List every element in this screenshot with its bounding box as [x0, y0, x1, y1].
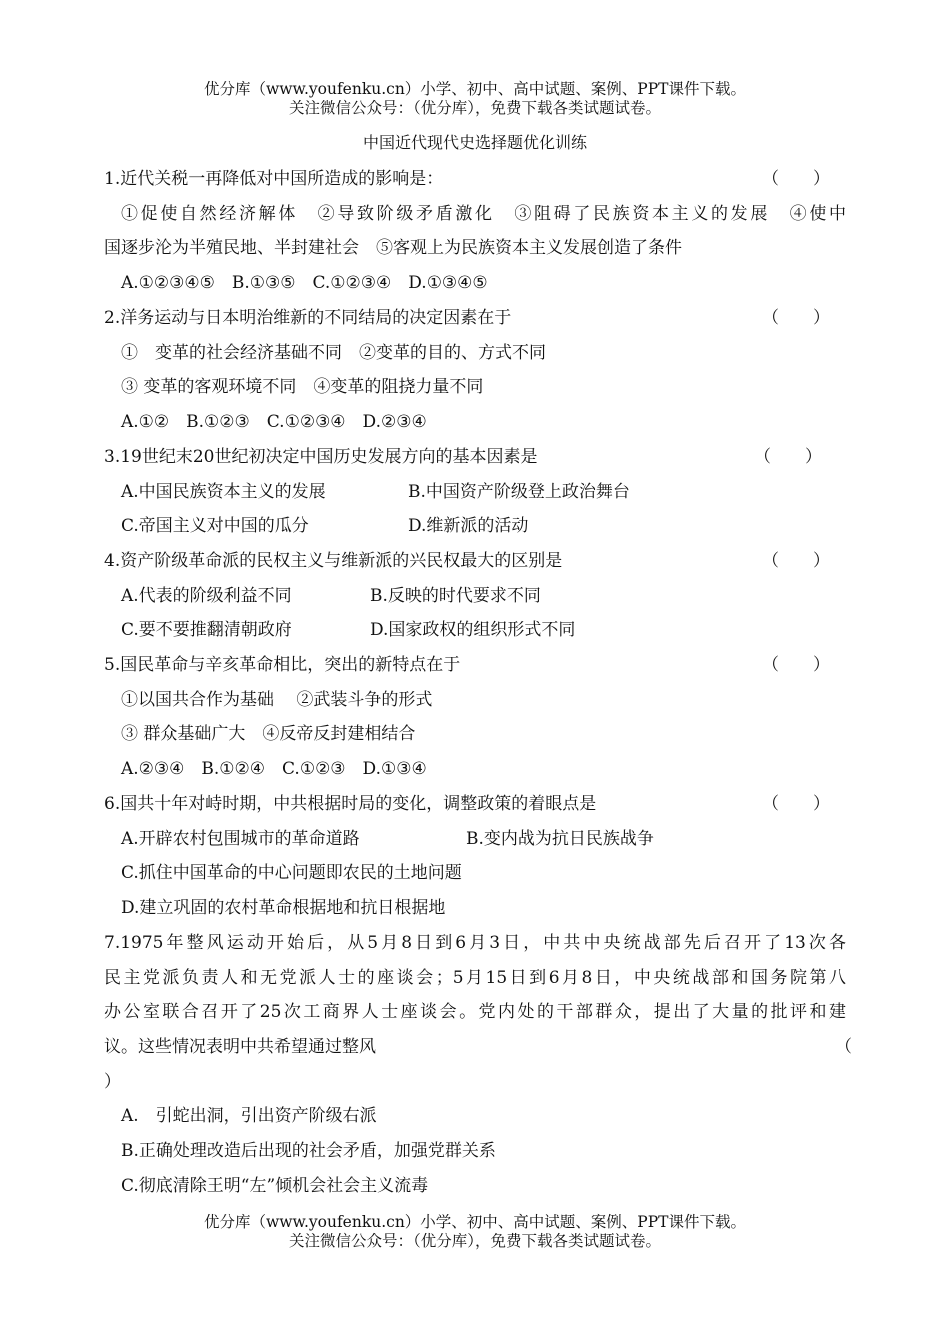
q4-stem: 4.资产阶级革命派的民权主义与维新派的兴民权最大的区别是 [104, 551, 563, 571]
q3-option-c: C.帝国主义对中国的瓜分 [121, 516, 309, 536]
q2-choices-line-2: ③ 变革的客观环境不同 ④变革的阻挠力量不同 [121, 377, 484, 397]
q7-option-a: A. 引蛇出洞，引出资产阶级右派 [121, 1106, 377, 1126]
q5-choices-line-1: ①以国共合作为基础 ②武装斗争的形式 [121, 690, 433, 710]
q6-option-c: C.抓住中国革命的中心问题即农民的土地问题 [121, 863, 462, 883]
q1-options: A.①②③④⑤ B.①③⑤ C.①②③④ D.①③④⑤ [121, 273, 488, 293]
q6-option-b: B.变内战为抗日民族战争 [466, 829, 654, 849]
q7-stem-line-4: 议。这些情况表明中共希望通过整风 [104, 1037, 376, 1057]
page-title: 中国近代现代史选择题优化训练 [362, 133, 587, 152]
q1-choices-line-1: ①促使自然经济解体 ②导致阶级矛盾激化 ③阻碍了民族资本主义的发展 ④使中 [121, 204, 846, 224]
q4-answer-paren: （ ） [762, 551, 830, 571]
q7-stem-line-3: 办公室联合召开了25次工商界人士座谈会。党内处的干部群众，提出了大量的批评和建 [104, 1002, 846, 1022]
q4-option-a: A.代表的阶级利益不同 [121, 586, 292, 606]
q6-stem: 6.国共十年对峙时期，中共根据时局的变化，调整政策的着眼点是 [104, 794, 597, 814]
q7-stem-line-2: 民主党派负责人和无党派人士的座谈会；5月15日到6月8日，中央统战部和国务院第八 [104, 968, 846, 988]
q7-option-c: C.彻底清除王明“左”倾机会社会主义流毒 [121, 1176, 429, 1196]
q6-option-d: D.建立巩固的农村革命根据地和抗日根据地 [121, 898, 446, 918]
q6-answer-paren: （ ） [762, 794, 830, 814]
q2-stem: 2.洋务运动与日本明治维新的不同结局的决定因素在于 [104, 308, 512, 328]
q1-answer-paren: （ ） [762, 169, 830, 189]
q5-stem: 5.国民革命与辛亥革命相比，突出的新特点在于 [104, 655, 461, 675]
header-line-2: 关注微信公众号：（优分库），免费下载各类试题试卷。 [288, 99, 661, 117]
q6-option-a: A.开辟农村包围城市的革命道路 [121, 829, 360, 849]
q3-answer-paren: （ ） [754, 447, 822, 467]
footer-line-1: 优分库（www.youfenku.cn）小学、初中、高中试题、案例、PPT课件下载。 [203, 1213, 747, 1231]
q4-option-d: D.国家政权的组织形式不同 [370, 620, 576, 640]
q7-stem-line-1: 7.1975年整风运动开始后，从5月8日到6月3日，中共中央统战部先后召开了13次各 [104, 933, 846, 953]
q7-option-b: B.正确处理改造后出现的社会矛盾，加强党群关系 [121, 1141, 496, 1161]
q5-answer-paren: （ ） [762, 655, 830, 675]
q2-choices-line-1: ① 变革的社会经济基础不同 ②变革的目的、方式不同 [121, 343, 546, 363]
q3-option-a: A.中国民族资本主义的发展 [121, 482, 326, 502]
q4-option-b: B.反映的时代要求不同 [370, 586, 541, 606]
q7-answer-paren-close: ） [104, 1072, 121, 1092]
q1-stem: 1.近代关税一再降低对中国所造成的影响是： [104, 169, 444, 189]
header-line-1: 优分库（www.youfenku.cn）小学、初中、高中试题、案例、PPT课件下载。 [203, 80, 747, 98]
q3-option-d: D.维新派的活动 [408, 516, 529, 536]
q7-answer-paren-open: （ [835, 1037, 852, 1057]
q1-choices-line-2: 国逐步沦为半殖民地、半封建社会 ⑤客观上为民族资本主义发展创造了条件 [104, 238, 682, 258]
q4-option-c: C.要不要推翻清朝政府 [121, 620, 292, 640]
q5-choices-line-2: ③ 群众基础广大 ④反帝反封建相结合 [121, 724, 416, 744]
q2-options: A.①② B.①②③ C.①②③④ D.②③④ [121, 412, 427, 432]
q2-answer-paren: （ ） [762, 308, 830, 328]
q5-options: A.②③④ B.①②④ C.①②③ D.①③④ [121, 759, 427, 779]
q3-option-b: B.中国资产阶级登上政治舞台 [408, 482, 630, 502]
q3-stem: 3.19世纪末20世纪初决定中国历史发展方向的基本因素是 [104, 447, 538, 467]
footer-line-2: 关注微信公众号：（优分库），免费下载各类试题试卷。 [288, 1232, 661, 1250]
